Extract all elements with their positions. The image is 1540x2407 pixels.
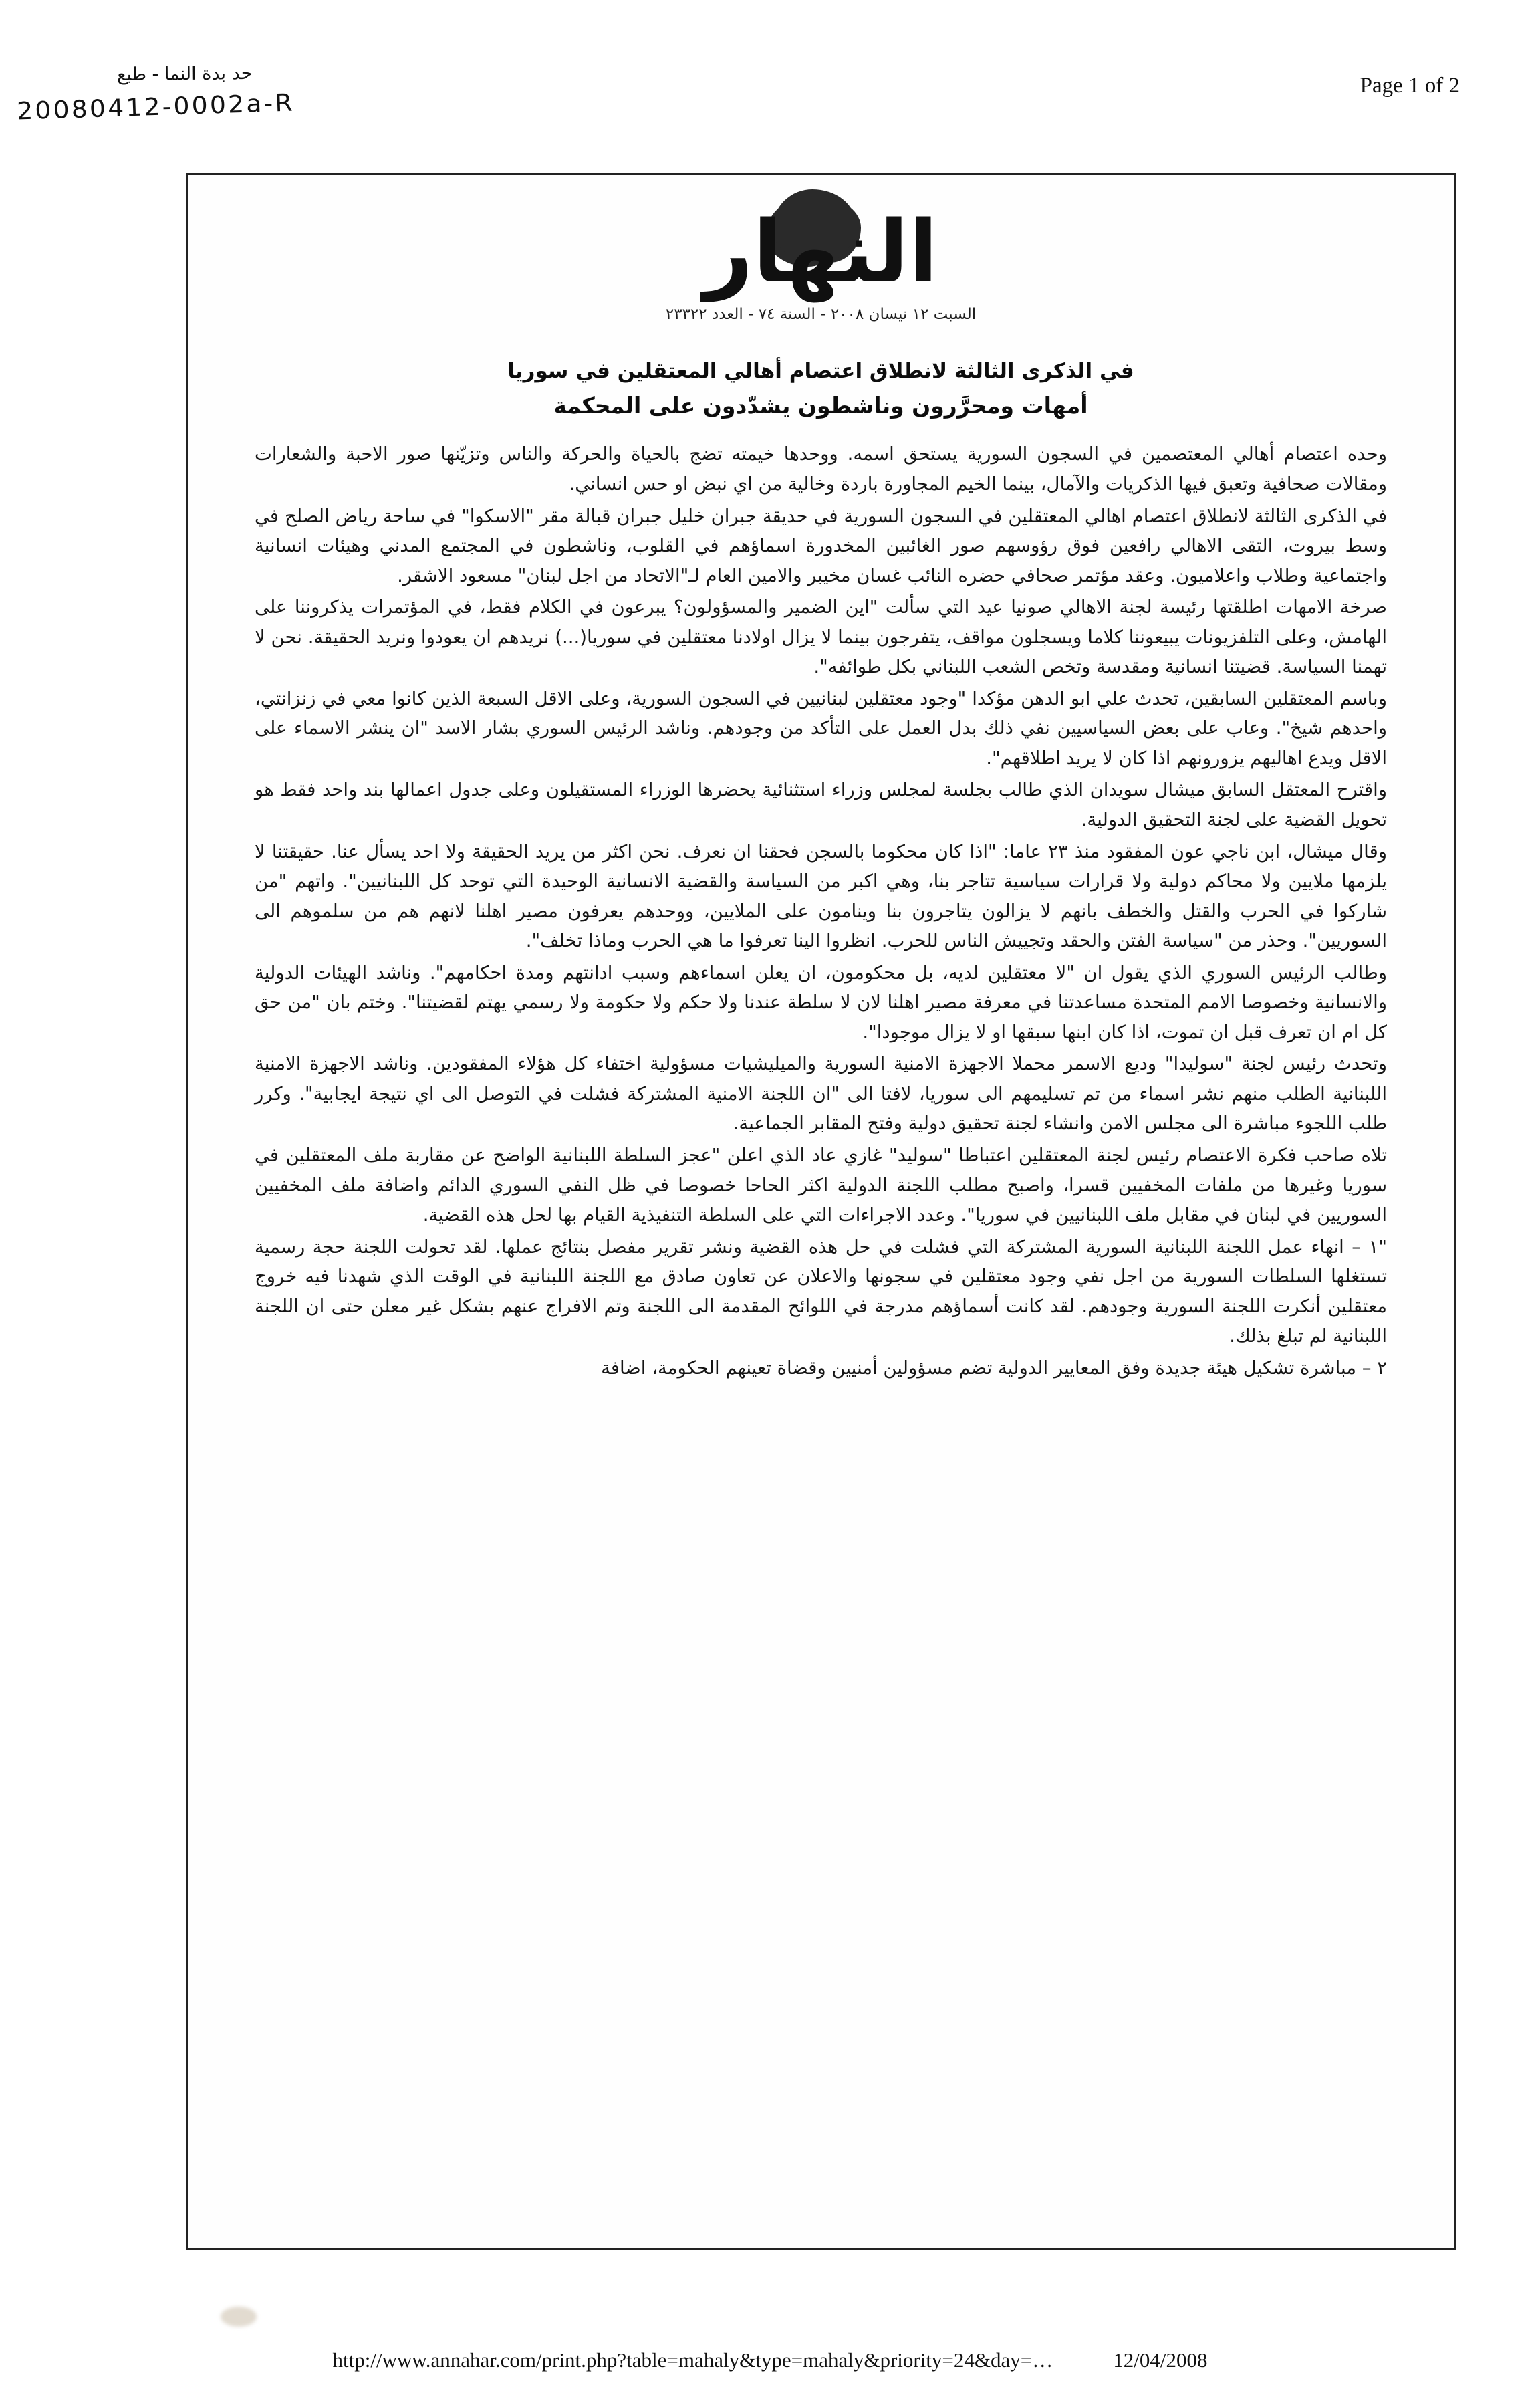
- headline-main: أمهات ومحرَّرون وناشطون يشدّدون على المحكمة: [553, 392, 1088, 419]
- article-paragraph: وحده اعتصام أهالي المعتصمين في السجون السورية يستحق اسمه. ووحدها خيمته تضج بالحياة والحركة والناس وتزيّنها صور الاحبة والشعارات ومقالات صحافية وتعبق فيها الذكريات والآمال، بينما الخيم المجاورة باردة وخالية من اي نبض او حس انساني.: [255, 443, 1387, 495]
- article-paragraph: "١ – انهاء عمل اللجنة اللبنانية السورية المشتركة التي فشلت في حل هذه القضية ونشر تقرير مفصل بنتائج عملها. لقد تحولت اللجنة حجة رسمية تستغلها السلطات السورية من اجل نفي وجود معتقلين في سجونها والاعلان عن تعاون صادق مع اللجنة اللبنانية في الوقت الذي شهدنا فيه خروج معتقلين أنكرت اللجنة السورية وجودهم. لقد كانت أسماؤهم مدرجة في اللوائح المقدمة الى اللجنة وتم الافراج عنهم بشكل غير معلن حتى ان اللجنة اللبنانية لم تبلغ بذلك.: [255, 1236, 1387, 1347]
- article-paragraph: وقال ميشال، ابن ناجي عون المفقود منذ ٢٣ عاما: "اذا كان محكوما بالسجن فحقنا ان نعرف. نحن اكثر من يريد الحقيقة ولا احد يسأل عنا. حقيقتنا لا يلزمها ملايين ولا محاكم دولية ولا قرارات سياسية تتاجر بنا، وهي اكبر من السياسة والقضية الانسانية الوحيدة التي توحد كل اللبنانيين". واتهم "من شاركوا في الحرب والقتل والخطف بانهم لا يزالون يتاجرون بنا وينامون على الملايين، ووحدهم يعرفون مصير اهلنا لانهم هم من سلموهم الى السوريين". وحذر من "سياسة الفتن والحقد وتجييش الناس للحرب. انظروا الينا تعرفوا ما هي الحرب وماذا تخلف".: [255, 840, 1387, 952]
- article-paragraph: واقترح المعتقل السابق ميشال سويدان الذي طالب بجلسة لمجلس وزراء استثنائية يحضرها الوزراء المستقيلون وعلى جدول اعمالها بند واحد فقط هو تحويل القضية على لجنة التحقيق الدولية.: [255, 779, 1387, 830]
- article-paragraph: ٢ – مباشرة تشكيل هيئة جديدة وفق المعايير الدولية تضم مسؤولين أمنيين وقضاة تعينهم الحكومة، اضافة: [601, 1357, 1387, 1379]
- scan-smudge: [221, 2307, 257, 2327]
- newspaper-masthead: [188, 175, 1454, 342]
- newspaper-title: النهار: [703, 203, 938, 302]
- headline-block: [268, 356, 1374, 422]
- page-indicator: Page 1 of 2: [1360, 74, 1460, 98]
- issue-line: السبت ١٢ نيسان ٢٠٠٨ - السنة ٧٤ - العدد ٢٣٣٢٢: [665, 306, 977, 323]
- article-paragraph: وباسم المعتقلين السابقين، تحدث علي ابو الدهن مؤكدا "وجود معتقلين لبنانيين في السجون السورية، وعلى الاقل السبعة الذين كانوا معي في زنزانتي، واحدهم شيخ". وعاب على بعض السياسيين نفي ذلك بدل العمل على التأكد من وجودهم. وناشد الرئيس السوري بشار الاسد "ان ينشر الاسماء على الاقل ويدع اهاليهم يزورونهم اذا كان لا يريد اطلاقهم".: [255, 687, 1387, 769]
- article-paragraph: وطالب الرئيس السوري الذي يقول ان "لا معتقلين لديه، بل محكومون، ان يعلن اسماءهم وسبب ادانتهم ومدة احكامهم". وناشد الهيئات الدولية والانسانية وخصوصا الامم المتحدة مساعدتنا في معرفة مصير اهلنا لان لا سلطة عندنا ولا حكم ولا حكومة ولا رسمي يهتم لقضيتنا". وختم بان "من حق كل ام ان تعرف قبل ان تموت، اذا كان ابنها سبقها او لا يزال موجودا".: [255, 961, 1387, 1043]
- article-paragraph: صرخة الامهات اطلقتها رئيسة لجنة الاهالي صونيا عيد التي سألت "اين الضمير والمسؤولون؟ يبرعون في الكلام فقط، في المؤتمرات يذكروننا على الهامش، وعلى التلفزيونات يبيعوننا كلاما ويسجلون مواقف، يتفرجون بينما لا يزال اولادنا معتقلين في سوريا(...) نريدهم ان يعودوا ونريد الحقيقة. نحن لا تهمنا السياسة. قضيتنا انسانية ومقدسة وتخص الشعب اللبناني بكل طوائفه".: [255, 596, 1387, 678]
- print-footer: [0, 2348, 1540, 2372]
- print-date: 12/04/2008: [1113, 2348, 1208, 2372]
- handwritten-note-top: حد بدة النما - طبع: [116, 62, 253, 86]
- article-paragraph: تلاه صاحب فكرة الاعتصام رئيس لجنة المعتقلين اعتباطا "سوليد" غازي عاد الذي اعلن "عجز السلطة اللبنانية الواضح عن مقاربة ملف المعتقلين في سوريا وغيرها من ملفات المخفيين قسرا، واصبح مطلب اللجنة الدولية اكثر الحاحا خصوصا في ظل النفي السوري الدائم واضافة ملف المخفيين السوريين في لبنان في مقابل ملف اللبنانيين في سوريا". وعدد الاجراءات التي على السلطة التنفيذية القيام بها لحل هذه القضية.: [255, 1145, 1387, 1226]
- article-paragraph: وتحدث رئيس لجنة "سوليدا" وديع الاسمر محملا الاجهزة الامنية السورية والميليشيات مسؤولية اختفاء كل هؤلاء المفقودين. وناشد الاجهزة الامنية اللبنانية الطلب منهم نشر اسماء من تم تسليمهم الى سوريا، لافتا الى "ان اللجنة الامنية المشتركة فشلت في التوصل الى اي نتيجة ايجابية". وكرر طلب اللجوء مباشرة الى مجلس الامن وانشاء لجنة تحقيق دولية وفتح المقابر الجماعية.: [255, 1053, 1387, 1135]
- article-body: [255, 439, 1387, 1383]
- headline-kicker: في الذكرى الثالثة لانطلاق اعتصام أهالي المعتقلين في سوريا: [507, 359, 1134, 383]
- scanned-page: [186, 173, 1456, 2250]
- handwritten-reference-code: 20080412-0002a-R: [16, 89, 295, 126]
- source-url: http://www.annahar.com/print.php?table=mahaly&type=mahaly&priority=24&day=…: [332, 2348, 1053, 2372]
- article-paragraph: في الذكرى الثالثة لانطلاق اعتصام اهالي المعتقلين في السجون السورية في حديقة جبران خليل جبران قبالة مقر "الاسكوا" في ساحة رياض الصلح في وسط بيروت، التقى الاهالي رافعين فوق رؤوسهم صور الغائبين المخدورة اسماؤهم في القلوب، وناشطون في المجتمع المدني وهيئات انسانية واجتماعية وطلاب واعلاميون. وعقد مؤتمر صحافي حضره النائب غسان مخيبر والامين العام لـ"الاتحاد من اجل لبنان" مسعود الاشقر.: [255, 505, 1387, 586]
